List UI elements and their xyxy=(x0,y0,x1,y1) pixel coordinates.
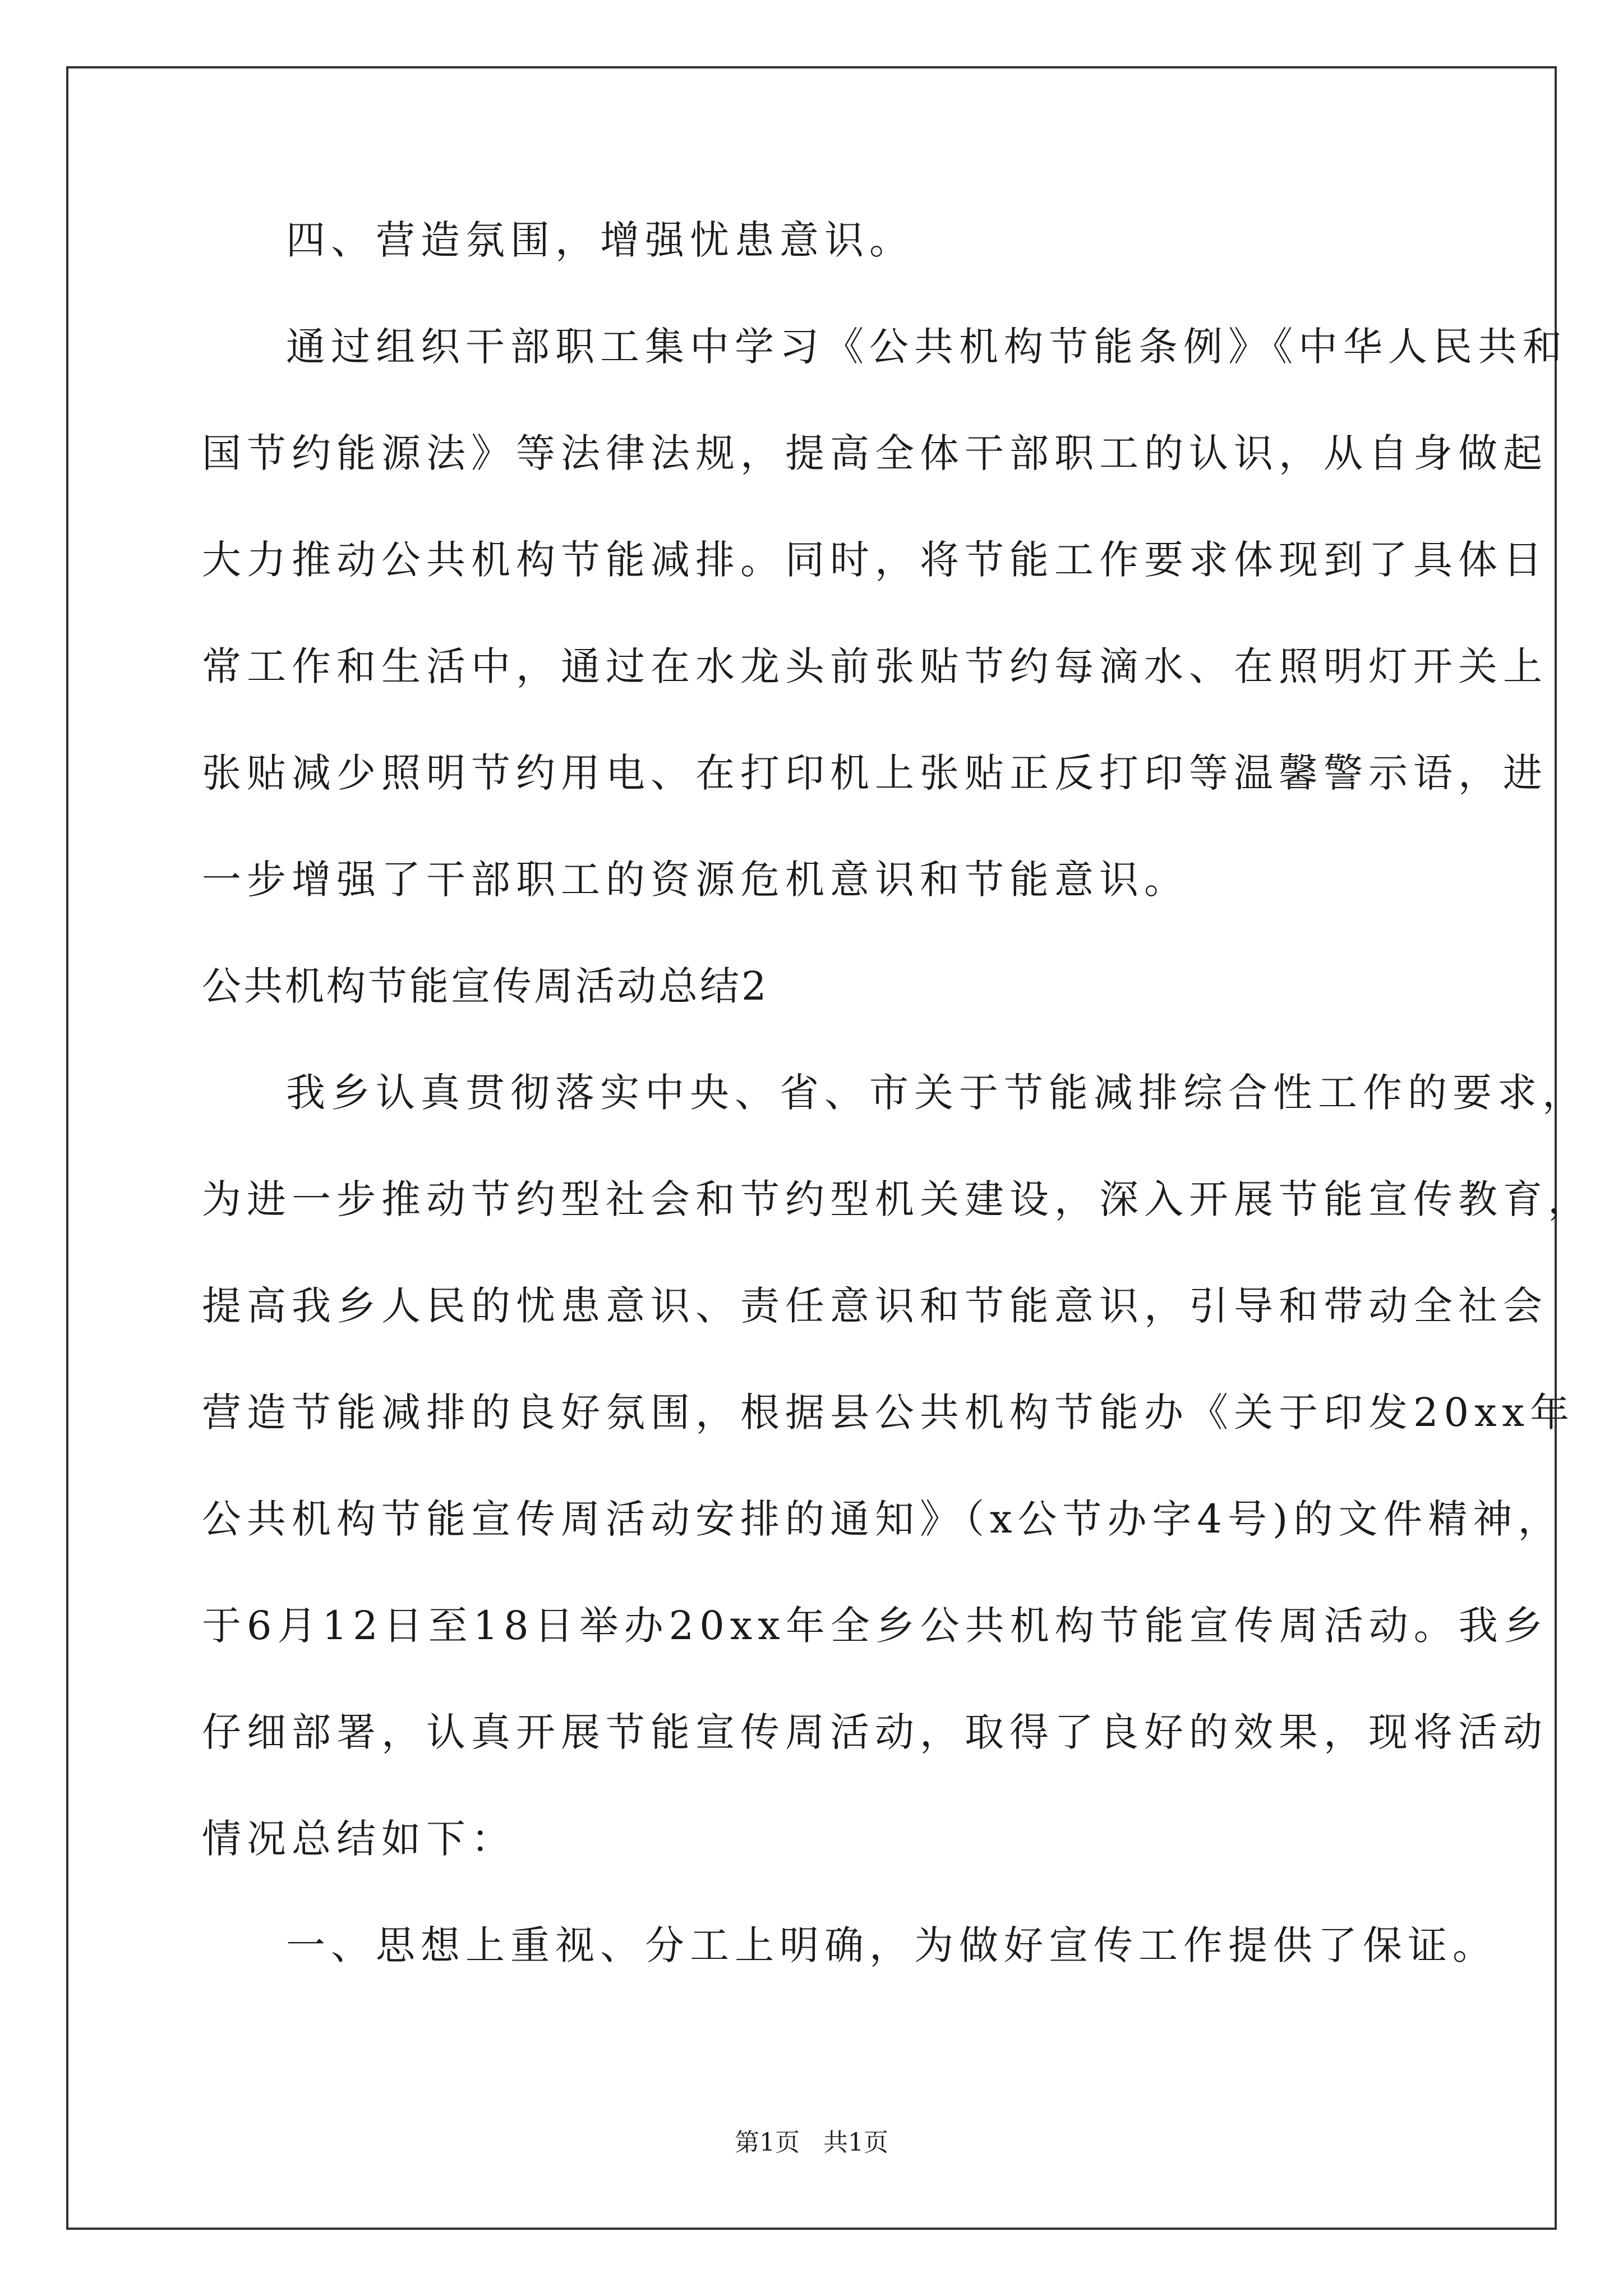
page-number: 第1页 共1页 xyxy=(735,2128,888,2157)
paragraph-line: 通过组织干部职工集中学习《公共机构节能条例》《中华人民共和 xyxy=(286,324,1567,370)
paragraph-line: 营造节能减排的良好氛围，根据县公共机构节能办《关于印发20xx年 xyxy=(202,1389,1575,1435)
page-footer xyxy=(0,2126,1623,2160)
paragraph-line: 常工作和生活中，通过在水龙头前张贴节约每滴水、在照明灯开关上 xyxy=(202,643,1548,689)
paragraph-line: 提高我乡人民的忧患意识、责任意识和节能意识，引导和带动全社会 xyxy=(202,1283,1548,1329)
article-title: 公共机构节能宣传周活动总结2 xyxy=(202,963,769,1009)
paragraph-line: 于6月12日至18日举办20xx年全乡公共机构节能宣传周活动。我乡 xyxy=(202,1603,1548,1649)
paragraph-line: 仔细部署，认真开展节能宣传周活动，取得了良好的效果，现将活动 xyxy=(202,1709,1548,1755)
paragraph-line: 我乡认真贯彻落实中央、省、市关于节能减排综合性工作的要求， xyxy=(286,1070,1587,1116)
paragraph-line: 公共机构节能宣传周活动安排的通知》（x公节办字4号)的文件精神， xyxy=(202,1496,1563,1542)
section-heading-one: 一、思想上重视、分工上明确，为做好宣传工作提供了保证。 xyxy=(286,1922,1497,1968)
page-border xyxy=(66,66,1557,2230)
paragraph-line: 国节约能源法》等法律法规，提高全体干部职工的认识，从自身做起 xyxy=(202,430,1548,476)
paragraph-line: 一步增强了干部职工的资源危机意识和节能意识。 xyxy=(202,857,1189,903)
paragraph-line: 情况总结如下： xyxy=(202,1816,516,1862)
section-heading-four: 四、营造氛围，增强忧患意识。 xyxy=(286,217,914,263)
paragraph-line: 为进一步推动节约型社会和节约型机关建设，深入开展节能宣传教育， xyxy=(202,1176,1593,1222)
paragraph-line: 张贴减少照明节约用电、在打印机上张贴正反打印等温馨警示语，进 xyxy=(202,750,1548,796)
paragraph-line: 大力推动公共机构节能减排。同时，将节能工作要求体现到了具体日 xyxy=(202,537,1548,583)
